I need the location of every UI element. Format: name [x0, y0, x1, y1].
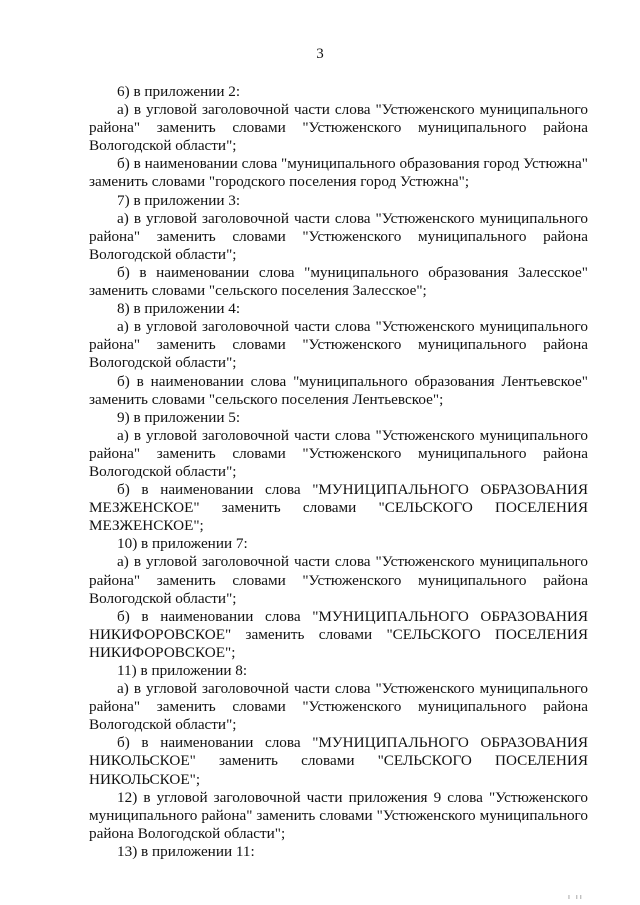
paragraph: б) в наименовании слова "МУНИЦИПАЛЬНОГО ОБРАЗОВАНИЯ МЕЗЖЕНСКОЕ" заменить словами "СЕЛЬСКОГО ПОСЕЛЕНИЯ МЕЗЖЕНСКОЕ"; [89, 481, 588, 535]
paragraph: б) в наименовании слова "муниципального образования Лентьевское" заменить словами "сельского поселения Лентьевское"; [89, 372, 588, 408]
paragraph: б) в наименовании слова "МУНИЦИПАЛЬНОГО ОБРАЗОВАНИЯ НИКИФОРОВСКОЕ" заменить словами "СЕЛЬСКОГО ПОСЕЛЕНИЯ НИКИФОРОВСКОЕ"; [89, 607, 588, 661]
paragraph: б) в наименовании слова "МУНИЦИПАЛЬНОГО ОБРАЗОВАНИЯ НИКОЛЬСКОЕ" заменить словами "СЕЛЬСКОГО ПОСЕЛЕНИЯ НИКОЛЬСКОЕ"; [89, 734, 588, 788]
paragraph: а) в угловой заголовочной части слова "Устюженского муниципального района" заменить словами "Устюженского муниципального района Вологодской области"; [89, 426, 588, 480]
paragraph: а) в угловой заголовочной части слова "Устюженского муниципального района" заменить словами "Устюженского муниципального района Вологодской области"; [89, 553, 588, 607]
corner-mark: ı ıı [568, 894, 584, 901]
paragraph: а) в угловой заголовочной части слова "Устюженского муниципального района" заменить словами "Устюженского муниципального района Вологодской области"; [89, 101, 588, 155]
paragraph: 11) в приложении 8: [117, 662, 248, 679]
page-number: 3 [316, 46, 324, 62]
paragraph: 8) в приложении 4: [117, 300, 241, 318]
paragraph: 10) в приложении 7: [117, 535, 248, 553]
paragraph: 9) в приложении 5: [117, 408, 241, 426]
paragraph: б) в наименовании слова "муниципального образования город Устюжна" заменить словами "городского поселения город Устюжна"; [89, 155, 588, 191]
paragraph: 12) в угловой заголовочной части приложения 9 слова "Устюженского муниципального района" заменить словами "Устюженского муниципального района Вологодской области"; [89, 788, 588, 842]
document-body [89, 83, 588, 861]
paragraph: 6) в приложении 2: [117, 83, 241, 100]
paragraph: 7) в приложении 3: [117, 191, 241, 209]
paragraph: а) в угловой заголовочной части слова "Устюженского муниципального района" заменить словами "Устюженского муниципального района Вологодской области"; [89, 680, 588, 734]
paragraph: а) в угловой заголовочной части слова "Устюженского муниципального района" заменить словами "Устюженского муниципального района Вологодской области"; [89, 318, 588, 372]
paragraph: б) в наименовании слова "муниципального образования Залесское" заменить словами "сельского поселения Залесское"; [89, 263, 588, 300]
paragraph: 13) в приложении 11: [117, 842, 255, 860]
paragraph: а) в угловой заголовочной части слова "Устюженского муниципального района" заменить словами "Устюженского муниципального района Вологодской области"; [89, 209, 588, 263]
